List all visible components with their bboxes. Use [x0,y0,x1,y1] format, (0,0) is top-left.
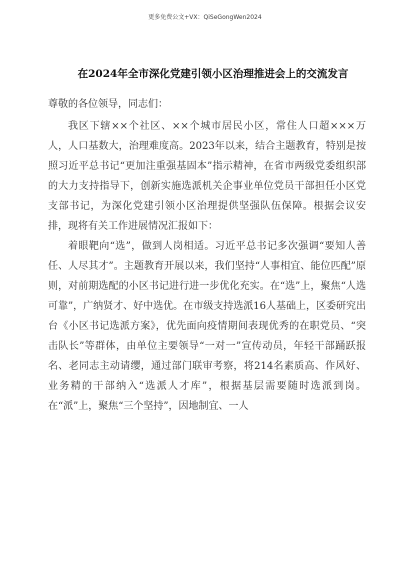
salutation: 尊敬的各位领导，同志们： [48,99,168,110]
body-paragraph: 着眼靶向“选”，做到人岗相适。习近平总书记多次强调“要知人善任、人尽其才”。主题教育开展以来，我们坚持“人事相宜、能位匹配”原则，对前期选配的小区书记进行进一步优化充实。在“选”上，聚焦“人选可靠”，广纳贤才、好中选优。在市级支持选派16人基础上，区委研究出台《小区书记选派方案》，优先面向疫情期间表现优秀的在职党员、“突击队长”等群体，由单位主要领导“一对一”宣传动员，年轻干部踊跃报名、老同志主动请缨，通过部门联审考察，将214名素质高、作风好、业务精的干部纳入“选派人才库”，根据基层需要随时选派到岗。在“派”上，聚焦“三个坚持”，因地制宜、一人 [48,241,366,412]
body-paragraph: 我区下辖××个社区、××个城市居民小区，常住人口超×××万人，人口基数大，治理难度高。2023年以来，结合主题教育，特别是按照习近平总书记“更加注重强基固本”指示精神，在省市两级党委组织部的大力支持指导下，创新实施选派机关企事业单位党员干部担任小区党支部书记，为深化党建引领小区治理提供坚强队伍保障。根据会议安排，现将有关工作进展情况汇报如下： [48,121,366,232]
document-body [48,117,366,417]
document-title: 在2024年全市深化党建引领小区治理推进会上的交流发言 [77,68,349,80]
header-note: 更多免费公文+VX：QiSeGongWen2024 [148,14,262,21]
